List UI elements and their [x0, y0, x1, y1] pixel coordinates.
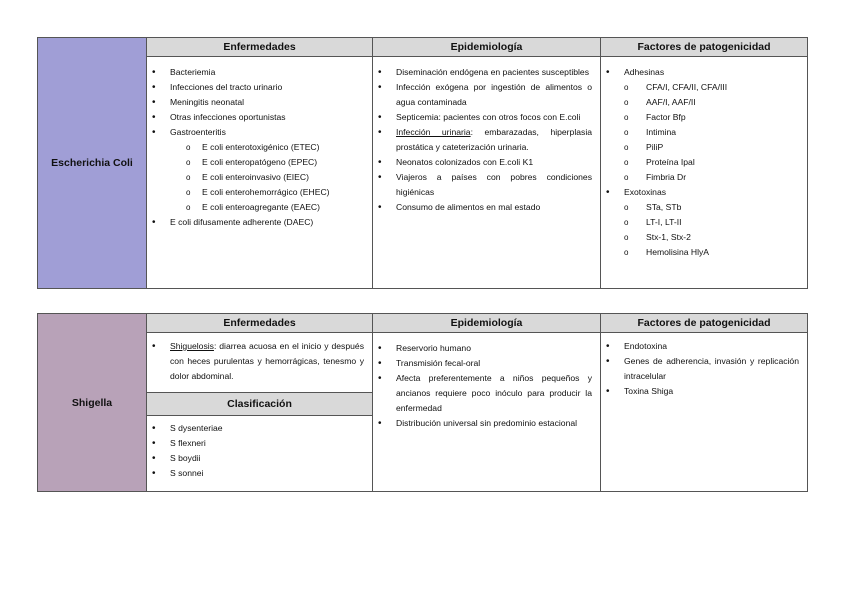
shiguelosis-label: Shiguelosis	[170, 341, 214, 351]
list-item: o E coli enterotoxigénico (ETEC)	[147, 140, 372, 155]
gastroenteritis-label: Gastroenteritis	[170, 127, 226, 137]
shigella-title: Shigella	[71, 396, 113, 409]
ecoli-epidemiologia-list	[373, 65, 600, 215]
list-item: • Toxina Shiga	[601, 384, 799, 399]
gastroenteritis-sublist	[147, 140, 372, 215]
infeccion-urinaria-text: : embarazadas, hiperplasia prostática y cateterización urinaria.	[396, 127, 593, 152]
ecoli-epidemiologia-cell	[373, 57, 601, 289]
shigella-header-enfermedades: Enfermedades	[147, 314, 373, 333]
list-item: • Consumo de alimentos en mal estado	[373, 200, 592, 215]
list-item: o AAF/I, AAF/II	[601, 95, 807, 110]
ecoli-header-factores: Factores de patogenicidad	[601, 38, 808, 57]
shigella-epidemiologia-cell	[373, 333, 601, 492]
list-item: • Genes de adherencia, invasión y replicación intracelular	[601, 354, 799, 384]
shiguelosis-text: : diarrea acuosa en el inicio y después con heces purulentas y hemorrágicas, tenesmo y dolor abdominal.	[170, 341, 364, 381]
list-item: • Neonatos colonizados con E.coli K1	[373, 155, 592, 170]
list-item	[601, 65, 807, 185]
list-item: o PiliP	[601, 140, 807, 155]
list-item: o Fimbria Dr	[601, 170, 807, 185]
shigella-enfermedades-list	[147, 339, 372, 384]
list-item: o E coli enterohemorrágico (EHEC)	[147, 185, 372, 200]
list-item: • Endotoxina	[601, 339, 799, 354]
infeccion-urinaria-label: Infección urinaria	[396, 127, 471, 137]
list-item: o Intimina	[601, 125, 807, 140]
list-item: • Septicemia: pacientes con otros focos con E.coli	[373, 110, 592, 125]
ecoli-table	[37, 37, 808, 289]
list-item: • Viajeros a países con pobres condiciones higiénicas	[373, 170, 592, 200]
list-item: o Factor Bfp	[601, 110, 807, 125]
adhesinas-label: Adhesinas	[624, 67, 665, 77]
list-item: o CFA/I, CFA/II, CFA/III	[601, 80, 807, 95]
list-item: o E coli enteropatógeno (EPEC)	[147, 155, 372, 170]
shigella-factores-cell	[601, 333, 808, 492]
list-item: • S boydii	[147, 451, 372, 466]
shigella-header-clasificacion: Clasificación	[147, 393, 373, 416]
list-item: • Meningitis neonatal	[147, 95, 372, 110]
shigella-clasificacion-cell	[147, 416, 373, 492]
list-item: • Otras infecciones oportunistas	[147, 110, 372, 125]
shigella-header-epidemiologia: Epidemiología	[373, 314, 601, 333]
ecoli-title: Escherichia Coli	[51, 157, 133, 169]
exotoxinas-label: Exotoxinas	[624, 187, 667, 197]
ecoli-header-enfermedades: Enfermedades	[147, 38, 373, 57]
list-item: • Bacteriemia	[147, 65, 372, 80]
shigella-side-cell	[38, 314, 147, 492]
ecoli-enfermedades-cell	[147, 57, 373, 289]
list-item: • Infecciones del tracto urinario	[147, 80, 372, 95]
list-item: • Infección exógena por ingestión de alimentos o agua contaminada	[373, 80, 592, 110]
ecoli-factores-list	[601, 65, 807, 260]
list-item: • Distribución universal sin predominio estacional	[373, 416, 592, 431]
list-item: o Proteína Ipal	[601, 155, 807, 170]
ecoli-side-cell	[38, 38, 147, 289]
list-item	[147, 125, 372, 215]
list-item: • S dysenteriae	[147, 421, 372, 436]
adhesinas-sublist	[601, 80, 807, 185]
list-item: • S sonnei	[147, 466, 372, 481]
list-item: • E coli difusamente adherente (DAEC)	[147, 215, 372, 230]
shigella-table	[37, 313, 808, 492]
shigella-enfermedades-cell	[147, 333, 373, 393]
list-item: o E coli enteroagregante (EAEC)	[147, 200, 372, 215]
list-item: o Hemolisina HlyA	[601, 245, 807, 260]
list-item	[147, 339, 364, 384]
list-item: • Diseminación endógena en pacientes susceptibles	[373, 65, 592, 80]
list-item: o E coli enteroinvasivo (EIEC)	[147, 170, 372, 185]
list-item: • Reservorio humano	[373, 341, 592, 356]
shigella-epidemiologia-list	[373, 341, 600, 431]
list-item: o LT-I, LT-II	[601, 215, 807, 230]
list-item: • Transmisión fecal-oral	[373, 356, 592, 371]
list-item: o Stx-1, Stx-2	[601, 230, 807, 245]
shigella-factores-list	[601, 339, 807, 399]
list-item: • S flexneri	[147, 436, 372, 451]
list-item: o STa, STb	[601, 200, 807, 215]
ecoli-enfermedades-list	[147, 65, 372, 230]
exotoxinas-sublist	[601, 200, 807, 260]
ecoli-header-epidemiologia: Epidemiología	[373, 38, 601, 57]
ecoli-factores-cell	[601, 57, 808, 289]
list-item	[601, 185, 807, 260]
shigella-header-factores: Factores de patogenicidad	[601, 314, 808, 333]
list-item	[373, 125, 592, 155]
list-item: • Afecta preferentemente a niños pequeños y ancianos requiere poco inóculo para producir la enfermedad	[373, 371, 592, 416]
shigella-clasificacion-list	[147, 421, 372, 481]
